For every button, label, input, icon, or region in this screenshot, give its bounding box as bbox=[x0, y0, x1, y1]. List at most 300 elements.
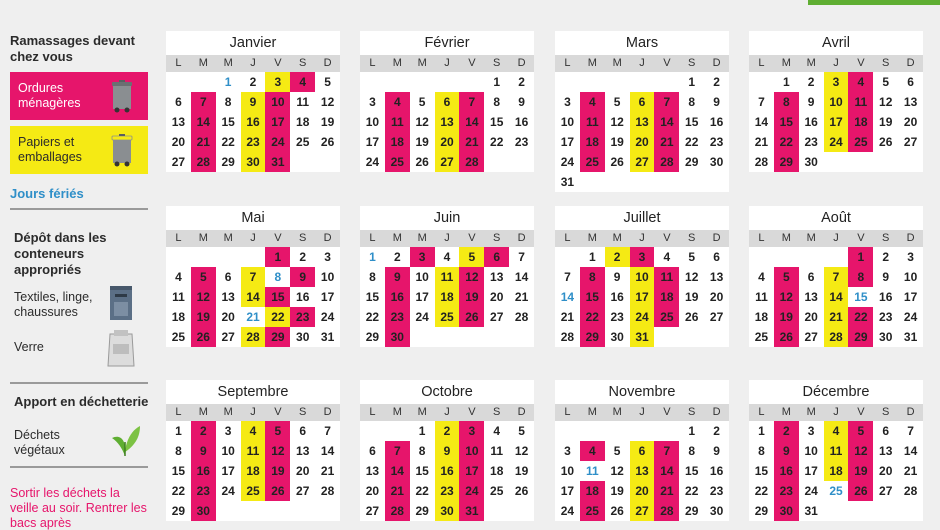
calendar-day: 20 bbox=[903, 115, 918, 129]
calendar-day: 6 bbox=[175, 95, 182, 109]
ordures-pickup-day: 16 bbox=[385, 287, 410, 307]
empty-day bbox=[241, 501, 266, 521]
weekday-label: S bbox=[882, 406, 890, 418]
papiers-pickup-day: 6 bbox=[435, 92, 460, 112]
month-mars bbox=[555, 31, 729, 192]
textile-container-icon bbox=[108, 284, 134, 322]
ordures-pickup-day: 22 bbox=[580, 307, 605, 327]
day-grid bbox=[555, 72, 729, 192]
calendar-day: 2 bbox=[713, 75, 720, 89]
weekday-label: J bbox=[639, 232, 645, 244]
weekday-label: S bbox=[688, 406, 696, 418]
papiers-pickup-day: 23 bbox=[435, 481, 460, 501]
calendar-day: 18 bbox=[296, 115, 310, 129]
papiers-pickup-day: 28 bbox=[241, 327, 266, 347]
ordures-pickup-day: 24 bbox=[459, 481, 484, 501]
empty-day bbox=[509, 327, 534, 347]
ordures-pickup-day: 7 bbox=[654, 441, 679, 461]
weekday-label: M bbox=[806, 232, 816, 244]
calendar-day: 28 bbox=[903, 484, 918, 498]
month-title: Août bbox=[821, 210, 851, 226]
calendar-day: 1 bbox=[418, 424, 426, 438]
calendar-day: 1 bbox=[782, 75, 790, 89]
calendar-day: 11 bbox=[296, 95, 310, 109]
calendar-day: 14 bbox=[903, 444, 918, 458]
papiers-pickup-day: 11 bbox=[824, 441, 849, 461]
calendar-day: 6 bbox=[807, 270, 815, 284]
papiers-pickup-day: 14 bbox=[241, 287, 266, 307]
ordures-pickup-day: 30 bbox=[774, 501, 799, 521]
calendar-day: 29 bbox=[365, 330, 380, 344]
calendar-day: 30 bbox=[610, 330, 624, 344]
calendar-day: 17 bbox=[560, 484, 575, 498]
ordures-pickup-day: 26 bbox=[191, 327, 216, 347]
calendar-day: 18 bbox=[490, 464, 504, 478]
calendar-day: 21 bbox=[560, 310, 575, 324]
ordures-pickup-day: 25 bbox=[580, 152, 605, 172]
calendar-day: 16 bbox=[296, 290, 310, 304]
calendar-day: 12 bbox=[320, 95, 335, 109]
ordures-pickup-day: 2 bbox=[191, 421, 216, 441]
calendar-day: 11 bbox=[755, 290, 768, 304]
ordures-pickup-day: 9 bbox=[191, 441, 216, 461]
empty-day bbox=[360, 421, 385, 441]
weekday-label: V bbox=[468, 406, 476, 418]
weekday-label: L bbox=[369, 232, 376, 244]
ordures-pickup-day: 7 bbox=[191, 92, 216, 112]
ordures-pickup-day: 25 bbox=[848, 132, 873, 152]
calendar-day: 19 bbox=[610, 135, 624, 149]
calendar-day: 1 bbox=[688, 424, 696, 438]
papiers-pickup-day: 27 bbox=[630, 152, 655, 172]
weekday-header bbox=[749, 55, 923, 72]
empty-day bbox=[216, 247, 241, 267]
calendar-day: 17 bbox=[560, 135, 575, 149]
weekday-label: V bbox=[857, 406, 865, 418]
papiers-pickup-day: 17 bbox=[630, 287, 655, 307]
weekday-label: S bbox=[493, 57, 501, 69]
month-title: Avril bbox=[822, 35, 850, 51]
papiers-pickup-day: 9 bbox=[241, 92, 266, 112]
calendar-day: 3 bbox=[369, 95, 376, 109]
empty-day bbox=[749, 247, 774, 267]
ordures-pickup-day: 25 bbox=[385, 152, 410, 172]
calendar-day: 30 bbox=[709, 155, 724, 169]
calendar-day: 15 bbox=[490, 115, 504, 129]
ordures-pickup-day: 3 bbox=[630, 247, 655, 267]
calendar-day: 7 bbox=[324, 424, 331, 438]
weekday-label: D bbox=[906, 232, 915, 244]
weekday-label: L bbox=[758, 406, 765, 418]
weekday-label: M bbox=[806, 406, 816, 418]
weekday-label: M bbox=[587, 406, 597, 418]
calendar-day: 27 bbox=[171, 155, 186, 169]
papiers-pickup-day: 23 bbox=[241, 132, 266, 152]
weekday-label: M bbox=[198, 232, 208, 244]
empty-day bbox=[435, 327, 460, 347]
pickup-heading: Ramassages devant chez vous bbox=[10, 33, 136, 64]
legend-papiers-label: Papiers et emballages bbox=[18, 135, 82, 164]
ordures-pickup-day: 19 bbox=[774, 307, 799, 327]
ordures-pickup-day: 18 bbox=[580, 481, 605, 501]
weekday-label: V bbox=[663, 57, 671, 69]
ordures-pickup-day: 28 bbox=[654, 501, 679, 521]
calendar-day: 3 bbox=[907, 250, 914, 264]
calendar-day: 27 bbox=[804, 330, 818, 344]
empty-day bbox=[654, 327, 679, 347]
ordures-pickup-day: 22 bbox=[774, 132, 799, 152]
papiers-pickup-day: 18 bbox=[241, 461, 266, 481]
ordures-pickup-day: 7 bbox=[654, 92, 679, 112]
day-grid bbox=[360, 247, 534, 347]
ordures-pickup-day: 12 bbox=[848, 441, 873, 461]
weekday-label: L bbox=[175, 406, 182, 418]
ordures-pickup-day: 11 bbox=[580, 112, 605, 132]
calendar-day: 25 bbox=[171, 330, 186, 344]
green-leaves-icon bbox=[108, 422, 142, 458]
top-action-button[interactable] bbox=[808, 0, 940, 5]
weekday-label: M bbox=[612, 57, 622, 69]
calendar-day: 1 bbox=[175, 424, 182, 438]
ordures-pickup-day: 17 bbox=[459, 461, 484, 481]
ordures-pickup-day: 28 bbox=[191, 152, 216, 172]
calendar-day: 12 bbox=[610, 115, 624, 129]
ordures-pickup-day: 12 bbox=[191, 287, 216, 307]
papiers-pickup-day: 10 bbox=[630, 267, 655, 287]
empty-day bbox=[873, 152, 898, 172]
weekday-header bbox=[360, 230, 534, 247]
weekday-label: S bbox=[493, 232, 501, 244]
calendar-day: 6 bbox=[299, 424, 307, 438]
weekday-label: M bbox=[781, 232, 791, 244]
calendar-day: 3 bbox=[224, 424, 232, 438]
month-juin bbox=[360, 206, 534, 347]
weekday-label: M bbox=[612, 232, 622, 244]
ordures-pickup-day: 11 bbox=[385, 112, 410, 132]
papiers-pickup-day: 5 bbox=[459, 247, 484, 267]
ordures-pickup-day: 25 bbox=[654, 307, 679, 327]
weekday-label: S bbox=[299, 57, 307, 69]
empty-day bbox=[799, 247, 824, 267]
calendar-day: 15 bbox=[221, 115, 235, 129]
papiers-pickup-day: 4 bbox=[241, 421, 266, 441]
calendar-day: 5 bbox=[518, 424, 525, 438]
calendar-day: 8 bbox=[418, 444, 426, 458]
calendar-day: 14 bbox=[320, 444, 335, 458]
calendar-day: 26 bbox=[514, 484, 529, 498]
calendar-day: 4 bbox=[758, 270, 765, 284]
ordures-pickup-day: 14 bbox=[191, 112, 216, 132]
calendar-day: 9 bbox=[713, 444, 720, 458]
calendar-day: 2 bbox=[393, 250, 401, 264]
calendar-day: 5 bbox=[688, 250, 696, 264]
weekday-header bbox=[555, 230, 729, 247]
calendar-day: 26 bbox=[879, 135, 893, 149]
month-title: Mars bbox=[625, 35, 659, 51]
weekday-label: S bbox=[299, 232, 307, 244]
calendar-day: 27 bbox=[879, 484, 893, 498]
calendar-day: 27 bbox=[221, 330, 235, 344]
ordures-pickup-day: 21 bbox=[385, 481, 410, 501]
empty-day bbox=[191, 72, 216, 92]
calendar-day: 22 bbox=[171, 484, 186, 498]
weekday-label: D bbox=[712, 57, 721, 69]
papiers-pickup-day: 18 bbox=[824, 461, 849, 481]
calendar-day: 2 bbox=[713, 424, 720, 438]
weekday-label: D bbox=[712, 232, 721, 244]
calendar-day: 6 bbox=[882, 424, 890, 438]
ordures-pickup-day: 5 bbox=[191, 267, 216, 287]
empty-day bbox=[290, 152, 315, 172]
empty-day bbox=[679, 327, 704, 347]
calendar-day: 6 bbox=[713, 250, 720, 264]
papiers-pickup-day: 20 bbox=[630, 132, 655, 152]
empty-day bbox=[315, 501, 340, 521]
holiday-day: 21 bbox=[246, 310, 260, 324]
calendar-day: 29 bbox=[171, 504, 186, 518]
weekday-label: M bbox=[223, 232, 233, 244]
empty-day bbox=[580, 172, 605, 192]
day-grid bbox=[360, 72, 534, 172]
weekday-label: D bbox=[906, 57, 915, 69]
month-août bbox=[749, 206, 923, 347]
calendar-day: 20 bbox=[296, 464, 310, 478]
calendar-day: 11 bbox=[172, 290, 185, 304]
ordures-pickup-day: 18 bbox=[385, 132, 410, 152]
calendar-day: 22 bbox=[490, 135, 504, 149]
empty-day bbox=[385, 421, 410, 441]
papiers-pickup-day: 20 bbox=[435, 132, 460, 152]
calendar-day: 2 bbox=[299, 250, 307, 264]
calendar-day: 15 bbox=[171, 464, 186, 478]
calendar-day: 30 bbox=[709, 504, 724, 518]
calendar-day: 10 bbox=[221, 444, 235, 458]
weekday-label: L bbox=[758, 232, 765, 244]
month-title: Janvier bbox=[229, 35, 277, 51]
calendar-day: 27 bbox=[365, 504, 380, 518]
calendar-day: 20 bbox=[879, 464, 893, 478]
empty-day bbox=[704, 327, 729, 347]
calendar-day: 5 bbox=[324, 75, 331, 89]
calendar-day: 4 bbox=[175, 270, 182, 284]
empty-day bbox=[898, 501, 923, 521]
ordures-pickup-day: 21 bbox=[654, 481, 679, 501]
calendar-day: 13 bbox=[490, 270, 504, 284]
empty-day bbox=[484, 327, 509, 347]
empty-day bbox=[360, 72, 385, 92]
papiers-pickup-day: 11 bbox=[241, 441, 266, 461]
weekday-label: M bbox=[417, 406, 427, 418]
month-septembre bbox=[166, 380, 340, 521]
calendar-day: 24 bbox=[804, 484, 818, 498]
weekday-label: D bbox=[517, 57, 526, 69]
weekday-label: M bbox=[198, 406, 208, 418]
calendar-day: 29 bbox=[754, 504, 769, 518]
month-octobre bbox=[360, 380, 534, 521]
ordures-pickup-day: 10 bbox=[265, 92, 290, 112]
calendar-day: 9 bbox=[613, 270, 621, 284]
weekday-header bbox=[360, 404, 534, 421]
empty-day bbox=[484, 501, 509, 521]
yellow-lid-bin-icon bbox=[110, 133, 134, 167]
ordures-pickup-day: 21 bbox=[654, 132, 679, 152]
papiers-pickup-day: 25 bbox=[435, 307, 460, 327]
ordures-pickup-day: 4 bbox=[290, 72, 315, 92]
calendar-day: 2 bbox=[518, 75, 525, 89]
ordures-pickup-day: 16 bbox=[774, 461, 799, 481]
ordures-pickup-day: 26 bbox=[459, 307, 484, 327]
day-grid bbox=[555, 247, 729, 347]
calendar-day: 17 bbox=[415, 290, 429, 304]
weekday-label: J bbox=[250, 232, 256, 244]
ordures-pickup-day: 14 bbox=[654, 112, 679, 132]
calendar-day: 5 bbox=[882, 75, 890, 89]
empty-day bbox=[459, 72, 484, 92]
calendar-day: 23 bbox=[610, 310, 624, 324]
empty-day bbox=[679, 172, 704, 192]
empty-day bbox=[580, 421, 605, 441]
calendar-day: 2 bbox=[807, 75, 815, 89]
weekday-label: D bbox=[323, 57, 332, 69]
calendar-day: 1 bbox=[758, 424, 765, 438]
empty-day bbox=[191, 247, 216, 267]
calendar-day: 29 bbox=[221, 155, 235, 169]
weekday-label: L bbox=[564, 406, 571, 418]
ordures-pickup-day: 19 bbox=[848, 461, 873, 481]
calendar-day: 26 bbox=[610, 155, 624, 169]
ordures-pickup-day: 8 bbox=[580, 267, 605, 287]
legend-ordures bbox=[10, 72, 148, 120]
calendar-day: 31 bbox=[320, 330, 335, 344]
month-juillet bbox=[555, 206, 729, 347]
grey-bin-icon bbox=[110, 79, 134, 113]
weekday-header bbox=[166, 55, 340, 72]
calendar-day: 10 bbox=[560, 115, 575, 129]
empty-day bbox=[848, 501, 873, 521]
ordures-pickup-day: 9 bbox=[385, 267, 410, 287]
ordures-pickup-day: 8 bbox=[774, 92, 799, 112]
calendar-day: 23 bbox=[879, 310, 893, 324]
calendar-day: 13 bbox=[296, 444, 310, 458]
weekday-label: M bbox=[587, 57, 597, 69]
empty-day bbox=[241, 247, 266, 267]
weekday-label: V bbox=[274, 57, 282, 69]
calendar-day: 22 bbox=[754, 484, 769, 498]
calendar-day: 14 bbox=[754, 115, 769, 129]
weekday-label: M bbox=[612, 406, 622, 418]
legend-ordures-label: Ordures ménagères bbox=[18, 81, 81, 110]
calendar-day: 20 bbox=[490, 290, 504, 304]
weekday-label: S bbox=[688, 57, 696, 69]
empty-day bbox=[410, 327, 435, 347]
weekday-label: L bbox=[175, 57, 182, 69]
ordures-pickup-day: 26 bbox=[774, 327, 799, 347]
papiers-pickup-day: 2 bbox=[435, 421, 460, 441]
calendar-day: 12 bbox=[879, 95, 893, 109]
papiers-pickup-day: 22 bbox=[265, 307, 290, 327]
calendar-day: 19 bbox=[514, 464, 529, 478]
empty-day bbox=[555, 247, 580, 267]
empty-day bbox=[555, 72, 580, 92]
papiers-pickup-day: 24 bbox=[630, 307, 655, 327]
ordures-pickup-day: 3 bbox=[410, 247, 435, 267]
ordures-pickup-day: 10 bbox=[459, 441, 484, 461]
calendar-day: 13 bbox=[709, 270, 724, 284]
ordures-pickup-day: 6 bbox=[484, 247, 509, 267]
calendar-day: 10 bbox=[320, 270, 335, 284]
calendar-day: 17 bbox=[221, 464, 235, 478]
calendar-day: 25 bbox=[296, 135, 310, 149]
calendar-day: 29 bbox=[685, 155, 699, 169]
weekday-label: V bbox=[274, 406, 282, 418]
weekday-label: J bbox=[639, 57, 645, 69]
papiers-pickup-day: 16 bbox=[241, 112, 266, 132]
ordures-pickup-day: 26 bbox=[848, 481, 873, 501]
calendar-day: 14 bbox=[514, 270, 529, 284]
calendar-day: 24 bbox=[365, 155, 380, 169]
calendar-day: 3 bbox=[564, 444, 571, 458]
empty-day bbox=[749, 72, 774, 92]
empty-day bbox=[216, 501, 241, 521]
calendar-day: 31 bbox=[560, 175, 575, 189]
calendar-day: 29 bbox=[685, 504, 699, 518]
ordures-pickup-day: 29 bbox=[774, 152, 799, 172]
papiers-pickup-day: 28 bbox=[824, 327, 849, 347]
calendar-day: 31 bbox=[804, 504, 818, 518]
calendar-day: 4 bbox=[443, 250, 451, 264]
weekday-label: J bbox=[250, 57, 256, 69]
calendar-day: 21 bbox=[903, 464, 918, 478]
calendar-day: 16 bbox=[709, 464, 724, 478]
weekday-label: V bbox=[663, 406, 671, 418]
weekday-label: V bbox=[468, 232, 476, 244]
weekday-label: L bbox=[369, 57, 376, 69]
calendar-day: 1 bbox=[493, 75, 501, 89]
weekday-label: V bbox=[857, 57, 865, 69]
weekday-label: J bbox=[639, 406, 645, 418]
calendar-day: 8 bbox=[224, 95, 232, 109]
calendar-day: 12 bbox=[685, 270, 699, 284]
ordures-pickup-day: 14 bbox=[385, 461, 410, 481]
calendar-day: 21 bbox=[320, 464, 335, 478]
calendar-day: 3 bbox=[324, 250, 331, 264]
verre-label: Verre bbox=[14, 340, 44, 354]
calendar-day: 24 bbox=[320, 310, 335, 324]
weekday-label: D bbox=[323, 406, 332, 418]
calendar-day: 10 bbox=[804, 444, 818, 458]
weekday-label: M bbox=[223, 406, 233, 418]
calendar-day: 24 bbox=[221, 484, 235, 498]
calendar-day: 24 bbox=[560, 155, 575, 169]
ordures-pickup-day: 30 bbox=[191, 501, 216, 521]
weekday-label: M bbox=[781, 57, 791, 69]
calendar-day: 23 bbox=[709, 135, 724, 149]
calendar-day: 13 bbox=[221, 290, 235, 304]
calendar-day: 27 bbox=[296, 484, 310, 498]
ordures-pickup-day: 1 bbox=[848, 247, 873, 267]
ordures-pickup-day: 29 bbox=[265, 327, 290, 347]
calendar-day: 31 bbox=[903, 330, 918, 344]
empty-day bbox=[166, 247, 191, 267]
month-title: Septembre bbox=[217, 384, 289, 400]
ordures-pickup-day: 29 bbox=[848, 327, 873, 347]
ordures-pickup-day: 1 bbox=[265, 247, 290, 267]
weekday-label: M bbox=[392, 232, 402, 244]
ordures-pickup-day: 2 bbox=[774, 421, 799, 441]
papiers-pickup-day: 7 bbox=[824, 267, 849, 287]
weekday-label: L bbox=[175, 232, 182, 244]
calendar-day: 1 bbox=[588, 250, 596, 264]
